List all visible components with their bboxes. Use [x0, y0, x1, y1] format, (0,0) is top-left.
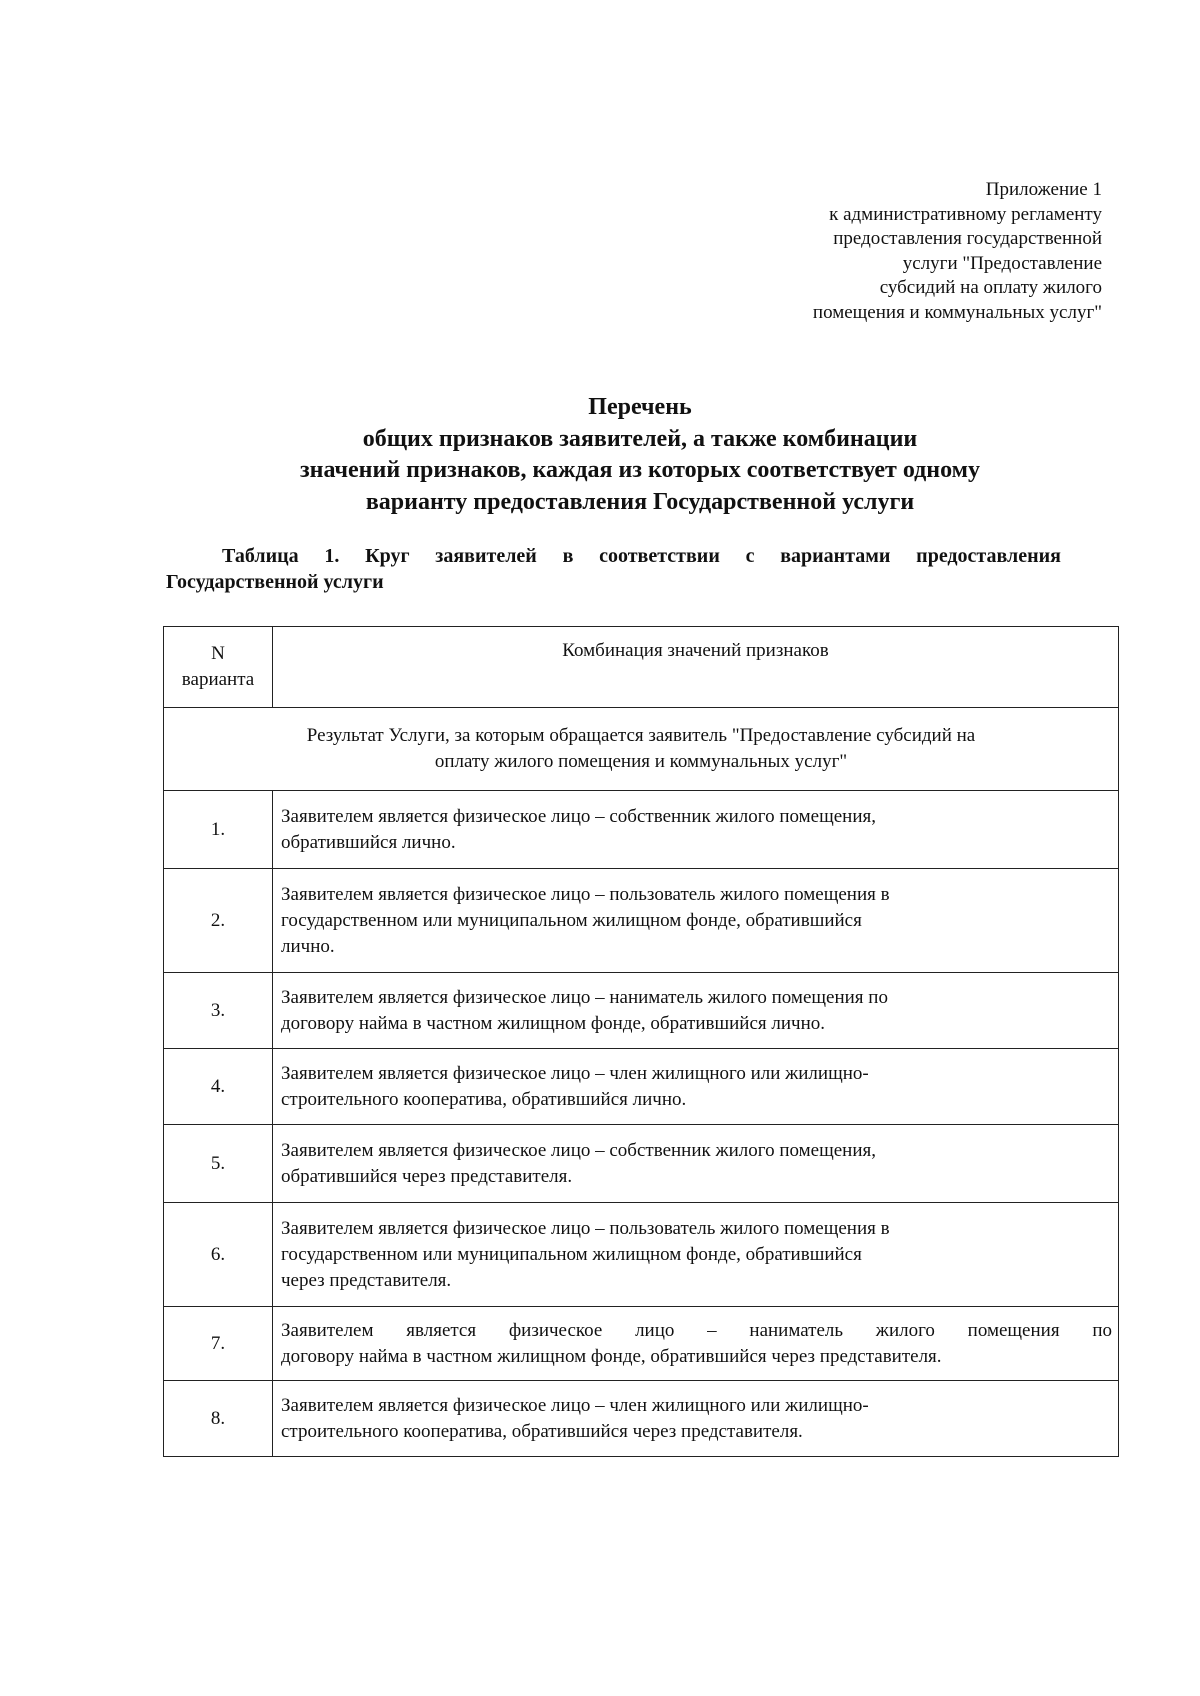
result-line: Результат Услуги, за которым обращается заявитель "Предоставление субсидий на	[306, 725, 976, 746]
variant-number: 3.	[164, 973, 273, 1049]
applicants-table	[163, 626, 1119, 1457]
table-row	[164, 791, 1119, 869]
result-cell	[164, 708, 1119, 791]
description-line: государственном или муниципальном жилищном фонде, обратившийся	[281, 1243, 862, 1265]
table-caption	[166, 543, 1061, 595]
variant-description	[273, 1381, 1119, 1457]
variant-description	[273, 1307, 1119, 1381]
appendix-line: помещения и коммунальных услуг"	[812, 301, 1102, 323]
description-line: Заявителем является физическое лицо – наниматель жилого помещения по	[281, 1319, 1112, 1341]
caption-line: Таблица 1. Круг заявителей в соответствии с вариантами предоставления	[222, 545, 1061, 567]
variant-number: 6.	[164, 1203, 273, 1307]
caption-line: Государственной услуги	[166, 571, 384, 593]
title-line: варианту предоставления Государственной услуги	[365, 488, 915, 515]
description-line: Заявителем является физическое лицо – пользователь жилого помещения в	[281, 883, 890, 905]
result-line: оплату жилого помещения и коммунальных услуг"	[434, 751, 848, 772]
description-line: договору найма в частном жилищном фонде, обратившийся через представителя.	[281, 1345, 942, 1367]
description-line: обратившийся через представителя.	[281, 1165, 573, 1187]
table-row	[164, 1307, 1119, 1381]
description-line: через представителя.	[281, 1269, 452, 1291]
appendix-reference	[682, 178, 1102, 325]
variant-description	[273, 973, 1119, 1049]
variant-number: 1.	[164, 791, 273, 869]
variant-number: 4.	[164, 1049, 273, 1125]
description-line: договору найма в частном жилищном фонде, обратившийся лично.	[281, 1012, 825, 1034]
description-line: Заявителем является физическое лицо – наниматель жилого помещения по	[281, 986, 888, 1008]
table-row	[164, 1125, 1119, 1203]
variant-description	[273, 1125, 1119, 1203]
variant-description	[273, 791, 1119, 869]
description-line: Заявителем является физическое лицо – собственник жилого помещения,	[281, 805, 876, 827]
appendix-line: предоставления государственной	[833, 228, 1102, 249]
description-line: Заявителем является физическое лицо – собственник жилого помещения,	[281, 1139, 876, 1161]
title-line: Перечень	[588, 394, 692, 420]
appendix-line: услуги "Предоставление	[902, 252, 1102, 274]
variant-number: 5.	[164, 1125, 273, 1203]
description-line: строительного кооператива, обратившийся лично.	[281, 1088, 687, 1110]
result-row	[164, 708, 1119, 791]
table-header-row	[164, 627, 1119, 708]
variant-number: 2.	[164, 869, 273, 973]
description-line: строительного кооператива, обратившийся через представителя.	[281, 1420, 803, 1442]
description-line: Заявителем является физическое лицо – член жилищного или жилищно-	[281, 1394, 869, 1416]
appendix-line: к административному регламенту	[829, 203, 1102, 225]
table-row	[164, 1381, 1119, 1457]
variant-number: 7.	[164, 1307, 273, 1381]
header-combination: Комбинация значений признаков	[273, 627, 1119, 708]
title-line: значений признаков, каждая из которых соответствует одному	[299, 457, 981, 483]
variant-description	[273, 1203, 1119, 1307]
variant-number: 8.	[164, 1381, 273, 1457]
description-line: Заявителем является физическое лицо – член жилищного или жилищно-	[281, 1062, 869, 1084]
header-n: N	[211, 643, 225, 664]
description-line: Заявителем является физическое лицо – пользователь жилого помещения в	[281, 1217, 890, 1239]
appendix-line: Приложение 1	[985, 179, 1102, 200]
variant-description	[273, 1049, 1119, 1125]
header-variant-number	[164, 627, 273, 708]
table-row	[164, 1203, 1119, 1307]
description-line: государственном или муниципальном жилищном фонде, обратившийся	[281, 909, 862, 931]
description-line: лично.	[281, 935, 335, 957]
table-row	[164, 1049, 1119, 1125]
table-row	[164, 973, 1119, 1049]
header-variant: варианта	[181, 669, 255, 690]
appendix-line: субсидий на оплату жилого	[879, 277, 1102, 298]
description-line: обратившийся лично.	[281, 831, 456, 853]
table-row	[164, 869, 1119, 973]
document-title	[180, 392, 1100, 518]
variant-description	[273, 869, 1119, 973]
title-line: общих признаков заявителей, а также комбинации	[362, 425, 918, 452]
